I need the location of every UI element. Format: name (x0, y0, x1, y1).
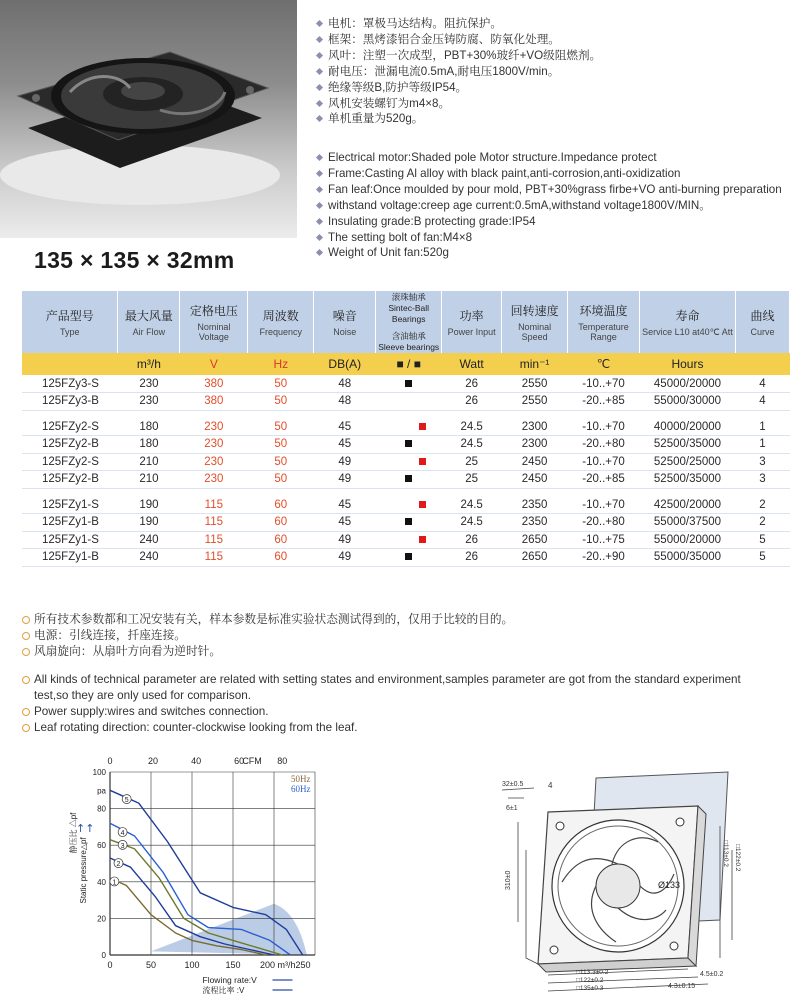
cell-curve: 2 (735, 496, 789, 514)
y-tick-label: 80 (97, 804, 106, 814)
cell-temp: -10..+70 (568, 496, 640, 514)
col-header-voltage: 定格电压 Nominal Voltage (180, 291, 248, 353)
cell-frequency: 50 (248, 436, 314, 454)
cell-type: 125FZy3-B (22, 393, 118, 411)
dim-label: □122±0.2 (576, 977, 604, 984)
cell-speed: 2350 (502, 514, 568, 532)
x-tick-label: 100 (184, 960, 200, 970)
gap-cell (22, 488, 790, 496)
unit-cell: Hz (248, 353, 314, 375)
table-row (22, 549, 790, 567)
cell-noise: 45 (314, 496, 376, 514)
col-header-airflow: 最大风量 Air Flow (118, 291, 180, 353)
cell-power: 26 (442, 375, 502, 393)
cell-temp: -20..+80 (568, 436, 640, 454)
cell-type: 125FZy2-B (22, 436, 118, 454)
table-row (22, 393, 790, 411)
table-row (22, 496, 790, 514)
cell-frequency: 50 (248, 393, 314, 411)
cell-noise: 48 (314, 393, 376, 411)
spec-item: The setting bolt of fan:M4×8 (316, 230, 786, 246)
spec-item: 单机重量为520g。 (316, 111, 601, 127)
x-tick-label: 200 m³/h250 (260, 960, 311, 970)
spec-table (22, 291, 790, 567)
cell-air-flow: 180 (118, 418, 180, 436)
spec-item: withstand voltage:creep age current:0.5mA,withstand voltage1800V/MIN。 (316, 198, 786, 214)
bearing-cell (376, 393, 442, 411)
col-header-frequency: 周波数 Frequency (248, 291, 314, 353)
cell-temp: -10..+70 (568, 453, 640, 471)
unit-cell: m³/h (118, 353, 180, 375)
x-top-tick-label: 80 (277, 756, 288, 766)
col-header-bearings: 滚珠轴承 Sintec-Ball Bearings 含油轴承 Sleeve bearings (376, 291, 442, 353)
cell-voltage: 230 (180, 471, 248, 489)
notes-list-en (22, 672, 762, 736)
cell-temp: -20..+85 (568, 393, 640, 411)
y-tick-label: 0 (101, 951, 106, 960)
cell-speed: 2650 (502, 531, 568, 549)
cell-speed: 2650 (502, 549, 568, 567)
cell-temp: -20..+85 (568, 471, 640, 489)
cell-noise: 49 (314, 549, 376, 567)
y-axis-label: Static pressure△pf (79, 837, 88, 904)
col-header-type: 产品型号 Type (22, 291, 118, 353)
spec-item: Frame:Casting Al alloy with black paint,anti-corrosion,anti-oxidization (316, 166, 786, 182)
spec-list-en (316, 150, 786, 261)
series-label: 2 (116, 861, 121, 869)
note-item: Leaf rotating direction: counter-clockwise looking from the leaf. (22, 720, 762, 736)
bearing-cell (376, 496, 442, 514)
cell-voltage: 115 (180, 496, 248, 514)
cell-frequency: 60 (248, 514, 314, 532)
x-top-tick-label: 40 (191, 756, 202, 766)
unit-cell: ■ / ■ (376, 353, 442, 375)
cell-life: 52500/35000 (640, 471, 736, 489)
cell-voltage: 230 (180, 453, 248, 471)
x-tick-label: 0 (107, 960, 113, 970)
dimension-drawing (488, 770, 778, 992)
x-tick-label: 50 (145, 960, 157, 970)
x-top-tick-label: 20 (148, 756, 159, 766)
units-row (22, 353, 790, 375)
cell-frequency: 50 (248, 418, 314, 436)
cell-frequency: 50 (248, 453, 314, 471)
cell-curve: 3 (735, 453, 789, 471)
series-label: 3 (120, 842, 125, 850)
table-row (22, 471, 790, 489)
cell-curve: 4 (735, 375, 789, 393)
cell-type: 125FZy1-B (22, 514, 118, 532)
cell-temp: -20..+90 (568, 549, 640, 567)
cell-life: 55000/20000 (640, 531, 736, 549)
ball-bearing-marker (405, 518, 412, 525)
unit-cell: ℃ (568, 353, 640, 375)
cell-temp: -10..+70 (568, 418, 640, 436)
unit-cell: min⁻¹ (502, 353, 568, 375)
cell-curve: 1 (735, 418, 789, 436)
col-header-life: 寿命 Service L10 at40℃ Att (640, 291, 736, 353)
cell-life: 55000/30000 (640, 393, 736, 411)
cell-life: 45000/20000 (640, 375, 736, 393)
cell-speed: 2550 (502, 393, 568, 411)
unit-cell: Hours (640, 353, 736, 375)
spec-item: Weight of Unit fan:520g (316, 245, 786, 261)
cell-speed: 2450 (502, 453, 568, 471)
up-arrow-icon: ↑↑ (76, 822, 95, 835)
cell-voltage: 115 (180, 549, 248, 567)
unit-cell: V (180, 353, 248, 375)
col-header-speed: 回转速度 Nominal Speed (502, 291, 568, 353)
spec-item: Fan leaf:Once moulded by pour mold, PBT+30%grass firbe+VO anti-burning preparation (316, 182, 786, 198)
spec-item: 风机安装螺钉为m4×8。 (316, 96, 601, 112)
cell-speed: 2300 (502, 436, 568, 454)
x-top-tick-label: CFM (242, 756, 262, 766)
unit-cell: DB(A) (314, 353, 376, 375)
cell-frequency: 60 (248, 549, 314, 567)
spec-list-cn (316, 16, 601, 127)
table-row (22, 453, 790, 471)
spec-item: 框架：黑烤漆铝合金压铸防腐、防氧化处理。 (316, 32, 601, 48)
cell-curve: 3 (735, 471, 789, 489)
spec-item: 风叶：注塑一次成型，PBT+30%玻纤+VO级阻燃剂。 (316, 48, 601, 64)
cell-speed: 2300 (502, 418, 568, 436)
dim-label: 4.5±0.2 (700, 971, 724, 978)
cell-speed: 2350 (502, 496, 568, 514)
spec-item: 绝缘等级B,防护等级IP54。 (316, 80, 601, 96)
dim-label: □113±0.2 (722, 840, 729, 867)
cell-power: 24.5 (442, 514, 502, 532)
bearing-cell (376, 453, 442, 471)
drawing-frame (502, 772, 732, 991)
table-row (22, 531, 790, 549)
dim-label: □135±0.3 (576, 985, 604, 992)
cell-voltage: 115 (180, 531, 248, 549)
note-item: 所有技术参数都和工况安装有关，样本参数是标准实验状态测试得到的，仅用于比较的目的。 (22, 612, 513, 628)
y-axis-label-cn: 静压比 △pf (69, 812, 78, 854)
unit-cell (22, 353, 118, 375)
cell-air-flow: 240 (118, 549, 180, 567)
note-item: All kinds of technical parameter are related with setting states and environment,samples parameter are got from the standard experiment test,so they are only used for comparison. (22, 672, 762, 704)
cell-power: 25 (442, 453, 502, 471)
sleeve-bearing-marker (419, 423, 426, 430)
cell-life: 52500/35000 (640, 436, 736, 454)
cell-power: 25 (442, 471, 502, 489)
cell-curve: 4 (735, 393, 789, 411)
y-tick-label: pa (97, 786, 106, 796)
cell-voltage: 380 (180, 375, 248, 393)
y-tick-label: 100 (92, 768, 106, 777)
cell-noise: 48 (314, 375, 376, 393)
cell-noise: 49 (314, 531, 376, 549)
product-photo (0, 0, 297, 238)
cell-noise: 45 (314, 418, 376, 436)
cell-power: 26 (442, 393, 502, 411)
spec-item: 耐电压：泄漏电流0.5mA,耐电压1800V/min。 (316, 64, 601, 80)
cell-curve: 2 (735, 514, 789, 532)
table-group-gap (22, 410, 790, 418)
legend-50hz: 50Hz (291, 774, 311, 784)
dim-label: Ø133 (658, 880, 681, 890)
bearing-cell (376, 514, 442, 532)
cell-speed: 2550 (502, 375, 568, 393)
cell-air-flow: 190 (118, 496, 180, 514)
cell-power: 24.5 (442, 418, 502, 436)
ball-bearing-marker (405, 440, 412, 447)
note-item: 电源：引线连接，扦座连接。 (22, 628, 513, 644)
cell-power: 24.5 (442, 436, 502, 454)
bearing-cell (376, 531, 442, 549)
cell-air-flow: 240 (118, 531, 180, 549)
cell-life: 55000/37500 (640, 514, 736, 532)
cell-air-flow: 190 (118, 514, 180, 532)
cell-voltage: 380 (180, 393, 248, 411)
cell-power: 24.5 (442, 496, 502, 514)
sleeve-bearing-marker (419, 458, 426, 465)
cell-frequency: 50 (248, 471, 314, 489)
table-row (22, 375, 790, 393)
cell-type: 125FZy1-S (22, 496, 118, 514)
bearing-cell (376, 375, 442, 393)
table-row (22, 436, 790, 454)
table-header-row (22, 291, 790, 353)
series-label: 5 (124, 797, 129, 805)
sleeve-bearing-marker (419, 536, 426, 543)
cell-speed: 2450 (502, 471, 568, 489)
x-axis-label-cn: 流程比率 :V (202, 986, 245, 995)
cell-type: 125FZy3-S (22, 375, 118, 393)
col-header-noise: 噪音 Noise (314, 291, 376, 353)
cell-air-flow: 230 (118, 393, 180, 411)
performance-chart (69, 742, 345, 995)
cell-power: 26 (442, 531, 502, 549)
unit-cell: Watt (442, 353, 502, 375)
dim-label: 4.3±0.15 (668, 983, 696, 990)
bearing-cell (376, 436, 442, 454)
cell-noise: 45 (314, 436, 376, 454)
cell-voltage: 230 (180, 418, 248, 436)
dim-label: □122±0.2 (734, 844, 741, 872)
bearing-cell (376, 549, 442, 567)
dim-label: 32±0.5 (502, 781, 524, 788)
legend-60hz: 60Hz (291, 784, 311, 794)
cell-curve: 1 (735, 436, 789, 454)
table-group-gap (22, 488, 790, 496)
x-tick-label: 150 (225, 960, 241, 970)
col-header-temperature: 环境温度 Temperature Range (568, 291, 640, 353)
spec-item: Insulating grade:B protecting grade:IP54 (316, 214, 786, 230)
cell-noise: 49 (314, 471, 376, 489)
cell-air-flow: 210 (118, 453, 180, 471)
ball-bearing-marker (405, 475, 412, 482)
series-label: 1 (112, 879, 117, 887)
cell-frequency: 50 (248, 375, 314, 393)
cell-power: 26 (442, 549, 502, 567)
cell-temp: -10..+75 (568, 531, 640, 549)
cell-life: 52500/25000 (640, 453, 736, 471)
x-axis-label: Flowing rate:V (202, 975, 257, 985)
series-label: 4 (120, 830, 125, 838)
y-tick-label: 20 (97, 914, 106, 924)
table-row (22, 418, 790, 436)
spec-item: 电机：罩极马达结构。阻抗保护。 (316, 16, 601, 32)
product-dimensions: 135 × 135 × 32mm (34, 247, 235, 273)
sleeve-bearing-marker (419, 501, 426, 508)
dim-label: 6±1 (506, 805, 518, 812)
unit-cell (735, 353, 789, 375)
cell-temp: -10..+70 (568, 375, 640, 393)
x-top-tick-label: 60 (234, 756, 245, 766)
cell-frequency: 60 (248, 531, 314, 549)
y-tick-label: 60 (97, 841, 106, 851)
spec-item: Electrical motor:Shaded pole Motor structure.Impedance protect (316, 150, 786, 166)
cell-curve: 5 (735, 549, 789, 567)
cell-noise: 49 (314, 453, 376, 471)
dim-label: 4 (548, 781, 553, 790)
dim-label: 310±0 (505, 870, 512, 890)
dim-label: □113.3±0.2 (576, 969, 609, 976)
bearing-cell (376, 471, 442, 489)
cell-voltage: 230 (180, 436, 248, 454)
cell-type: 125FZy2-S (22, 453, 118, 471)
cell-life: 55000/35000 (640, 549, 736, 567)
gap-cell (22, 410, 790, 418)
cell-curve: 5 (735, 531, 789, 549)
cell-air-flow: 230 (118, 375, 180, 393)
cell-type: 125FZy1-S (22, 531, 118, 549)
ball-bearing-marker (405, 553, 412, 560)
cell-type: 125FZy1-B (22, 549, 118, 567)
cell-life: 40000/20000 (640, 418, 736, 436)
ball-bearing-marker (405, 380, 412, 387)
cell-life: 42500/20000 (640, 496, 736, 514)
cell-air-flow: 180 (118, 436, 180, 454)
x-top-tick-label: 0 (107, 756, 113, 766)
col-header-curve: 曲线 Curve (735, 291, 789, 353)
cell-noise: 45 (314, 514, 376, 532)
cell-type: 125FZy2-B (22, 471, 118, 489)
notes-list-cn (22, 612, 513, 660)
cell-temp: -20..+80 (568, 514, 640, 532)
cell-frequency: 60 (248, 496, 314, 514)
cell-type: 125FZy2-S (22, 418, 118, 436)
table-row (22, 514, 790, 532)
bearing-cell (376, 418, 442, 436)
cell-voltage: 115 (180, 514, 248, 532)
col-header-power: 功率 Power Input (442, 291, 502, 353)
y-tick-label: 40 (97, 877, 106, 887)
note-item: 风扇旋向：从扇叶方向看为逆时针。 (22, 644, 513, 660)
cell-air-flow: 210 (118, 471, 180, 489)
note-item: Power supply:wires and switches connection. (22, 704, 762, 720)
